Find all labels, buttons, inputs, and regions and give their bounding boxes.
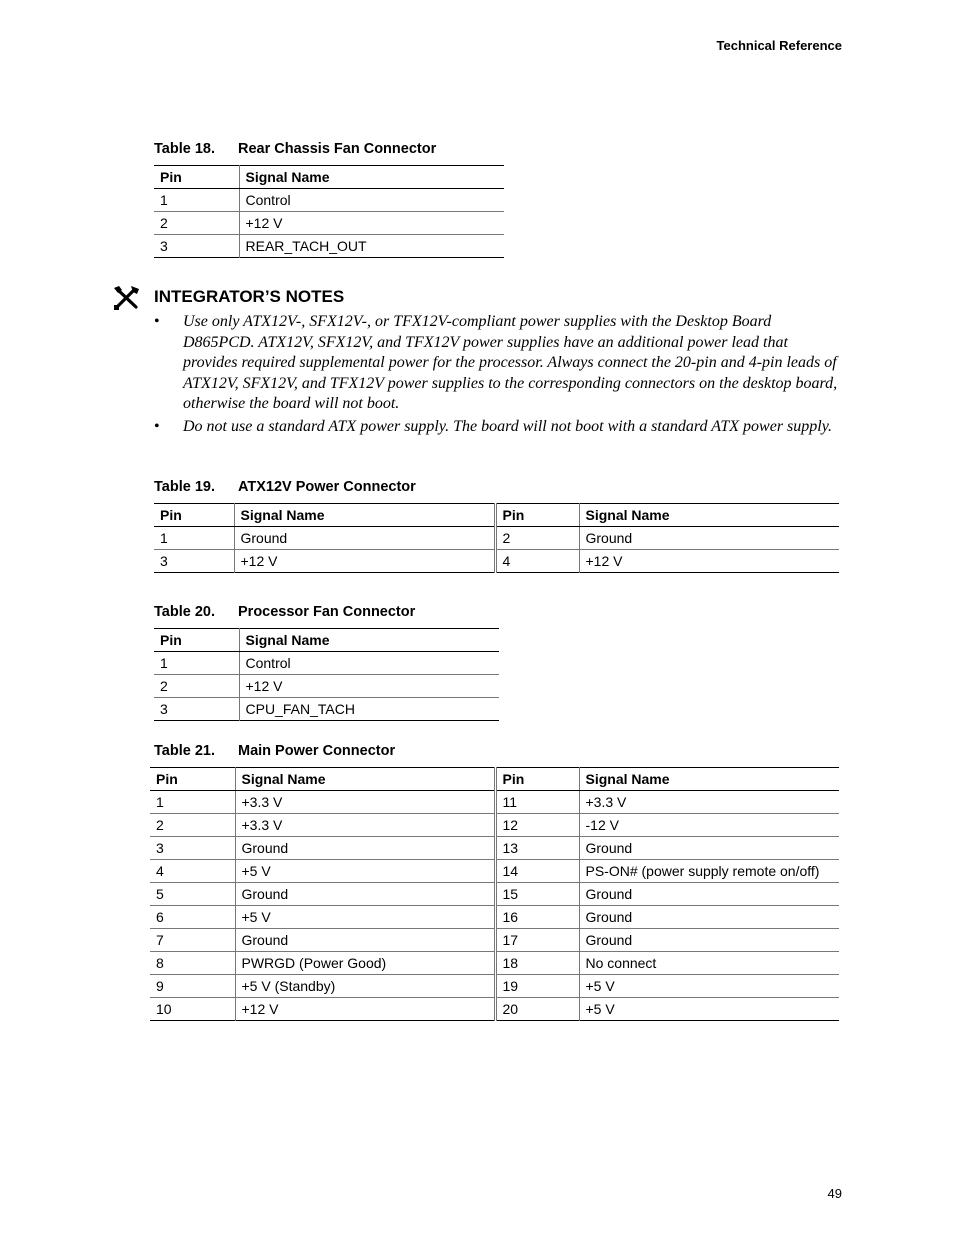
table-row xyxy=(154,652,499,675)
table19-label: Table 19. xyxy=(154,479,215,495)
table20-label: Table 20. xyxy=(154,604,215,620)
pin-cell: 3 xyxy=(160,238,168,254)
table19-header-pin-right: Pin xyxy=(495,504,579,527)
page-number: 49 xyxy=(827,1186,842,1201)
table19-header-pin-left: Pin xyxy=(154,504,234,527)
signal-cell: PWRGD (Power Good) xyxy=(235,952,495,975)
signal-cell: Ground xyxy=(235,929,495,952)
signal-cell: Ground xyxy=(234,527,495,550)
signal-cell: +3.3 V xyxy=(235,814,495,837)
pin-cell: 1 xyxy=(150,791,235,814)
running-header: Technical Reference xyxy=(716,38,842,53)
signal-cell: +5 V xyxy=(235,860,495,883)
signal-cell: +5 V xyxy=(579,975,839,998)
pin-cell: 11 xyxy=(495,791,579,814)
signal-cell: No connect xyxy=(579,952,839,975)
table20-header-signal: Signal Name xyxy=(239,629,499,652)
pin-cell: 10 xyxy=(156,1001,172,1017)
table18 xyxy=(154,165,504,258)
pin-cell: 2 xyxy=(154,212,239,235)
signal-cell: REAR_TACH_OUT xyxy=(239,235,504,258)
pin-cell: 2 xyxy=(150,814,235,837)
signal-cell: +12 V xyxy=(239,212,504,235)
pin-cell: 19 xyxy=(495,975,579,998)
signal-cell: Ground xyxy=(235,883,495,906)
table-row xyxy=(150,929,839,952)
signal-cell: Control xyxy=(239,189,504,212)
pin-cell: 3 xyxy=(160,553,168,569)
bullet-glyph: • xyxy=(154,417,160,435)
table-row xyxy=(150,814,839,837)
table19 xyxy=(154,503,839,573)
signal-cell: Ground xyxy=(235,837,495,860)
table20-title: Processor Fan Connector xyxy=(238,604,416,620)
pin-cell: 8 xyxy=(150,952,235,975)
table20 xyxy=(154,628,499,721)
table21-header-pin-left: Pin xyxy=(150,768,235,791)
table21-label: Table 21. xyxy=(154,743,215,759)
signal-cell: +3.3 V xyxy=(579,791,839,814)
notes-title: INTEGRATOR’S NOTES xyxy=(154,287,345,306)
table-row xyxy=(154,675,499,698)
pin-cell: 6 xyxy=(150,906,235,929)
signal-cell: CPU_FAN_TACH xyxy=(239,698,499,721)
note-text: Use only ATX12V-, SFX12V-, or TFX12V-compliant power supplies with the Desktop Board D865PCD. ATX12V, SFX12V, and TFX12V power supplies have an additional power lead that provides required supplemental power for the processor. Always connect the 20-pin and 4-pin leads of ATX12V, SFX12V, and TFX12V power supplies to the corresponding connectors on the desktop board, otherwise the board will not boot. xyxy=(183,313,838,412)
table-row xyxy=(154,189,504,212)
notes-list xyxy=(154,312,844,439)
table21-title: Main Power Connector xyxy=(238,743,396,759)
pin-cell: 14 xyxy=(495,860,579,883)
table20-header-pin: Pin xyxy=(154,629,239,652)
pin-cell: 13 xyxy=(495,837,579,860)
table-row xyxy=(154,235,504,258)
signal-cell: PS-ON# (power supply remote on/off) xyxy=(579,860,839,883)
list-item xyxy=(154,417,844,438)
note-text: Do not use a standard ATX power supply. The board will not boot with a standard ATX power supply. xyxy=(183,417,832,435)
signal-cell: +12 V xyxy=(239,675,499,698)
pin-cell: 3 xyxy=(160,701,168,717)
table21-header-signal-left: Signal Name xyxy=(235,768,495,791)
table-row xyxy=(150,975,839,998)
pin-cell: 4 xyxy=(495,550,579,573)
pin-cell: 18 xyxy=(495,952,579,975)
table19-header-signal-right: Signal Name xyxy=(579,504,839,527)
tools-icon xyxy=(112,285,142,311)
table19-caption xyxy=(154,479,416,495)
pin-cell: 1 xyxy=(154,189,239,212)
bullet-glyph: • xyxy=(154,313,160,330)
table-row xyxy=(150,952,839,975)
table-row xyxy=(150,791,839,814)
table-row xyxy=(154,698,499,721)
pin-cell: 4 xyxy=(150,860,235,883)
table20-caption xyxy=(154,604,415,620)
table-row xyxy=(150,860,839,883)
signal-cell: Ground xyxy=(579,837,839,860)
signal-cell: Ground xyxy=(579,929,839,952)
pin-cell: 3 xyxy=(150,837,235,860)
table-row xyxy=(150,883,839,906)
pin-cell: 20 xyxy=(495,998,579,1021)
signal-cell: Ground xyxy=(579,527,839,550)
pin-cell: 2 xyxy=(495,527,579,550)
table18-caption xyxy=(154,141,436,157)
table21 xyxy=(150,767,839,1021)
table-row xyxy=(154,527,839,550)
pin-cell: 1 xyxy=(154,652,239,675)
table-row xyxy=(150,906,839,929)
list-item xyxy=(154,312,844,415)
pin-cell: 12 xyxy=(495,814,579,837)
pin-cell: 16 xyxy=(495,906,579,929)
pin-cell: 17 xyxy=(495,929,579,952)
table19-header-signal-left: Signal Name xyxy=(234,504,495,527)
signal-cell: +12 V xyxy=(579,550,839,573)
table18-header-pin: Pin xyxy=(154,166,239,189)
table19-title: ATX12V Power Connector xyxy=(238,479,416,495)
signal-cell: +5 V xyxy=(235,906,495,929)
signal-cell: -12 V xyxy=(579,814,839,837)
signal-cell: +12 V xyxy=(235,998,495,1021)
pin-cell: 15 xyxy=(495,883,579,906)
table18-title: Rear Chassis Fan Connector xyxy=(238,141,437,157)
table21-header-signal-right: Signal Name xyxy=(579,768,839,791)
table21-header-pin-right: Pin xyxy=(495,768,579,791)
signal-cell: +5 V (Standby) xyxy=(235,975,495,998)
table18-label: Table 18. xyxy=(154,141,215,157)
signal-cell: Control xyxy=(239,652,499,675)
signal-cell: +12 V xyxy=(234,550,495,573)
signal-cell: Ground xyxy=(579,883,839,906)
table-row xyxy=(154,550,839,573)
pin-cell: 1 xyxy=(154,527,234,550)
table-row xyxy=(150,998,839,1021)
signal-cell: Ground xyxy=(579,906,839,929)
table18-header-signal: Signal Name xyxy=(239,166,504,189)
table-row xyxy=(154,212,504,235)
pin-cell: 7 xyxy=(150,929,235,952)
signal-cell: +5 V xyxy=(579,998,839,1021)
pin-cell: 5 xyxy=(150,883,235,906)
pin-cell: 2 xyxy=(154,675,239,698)
table-row xyxy=(150,837,839,860)
pin-cell: 9 xyxy=(150,975,235,998)
signal-cell: +3.3 V xyxy=(235,791,495,814)
table21-caption xyxy=(154,743,395,759)
